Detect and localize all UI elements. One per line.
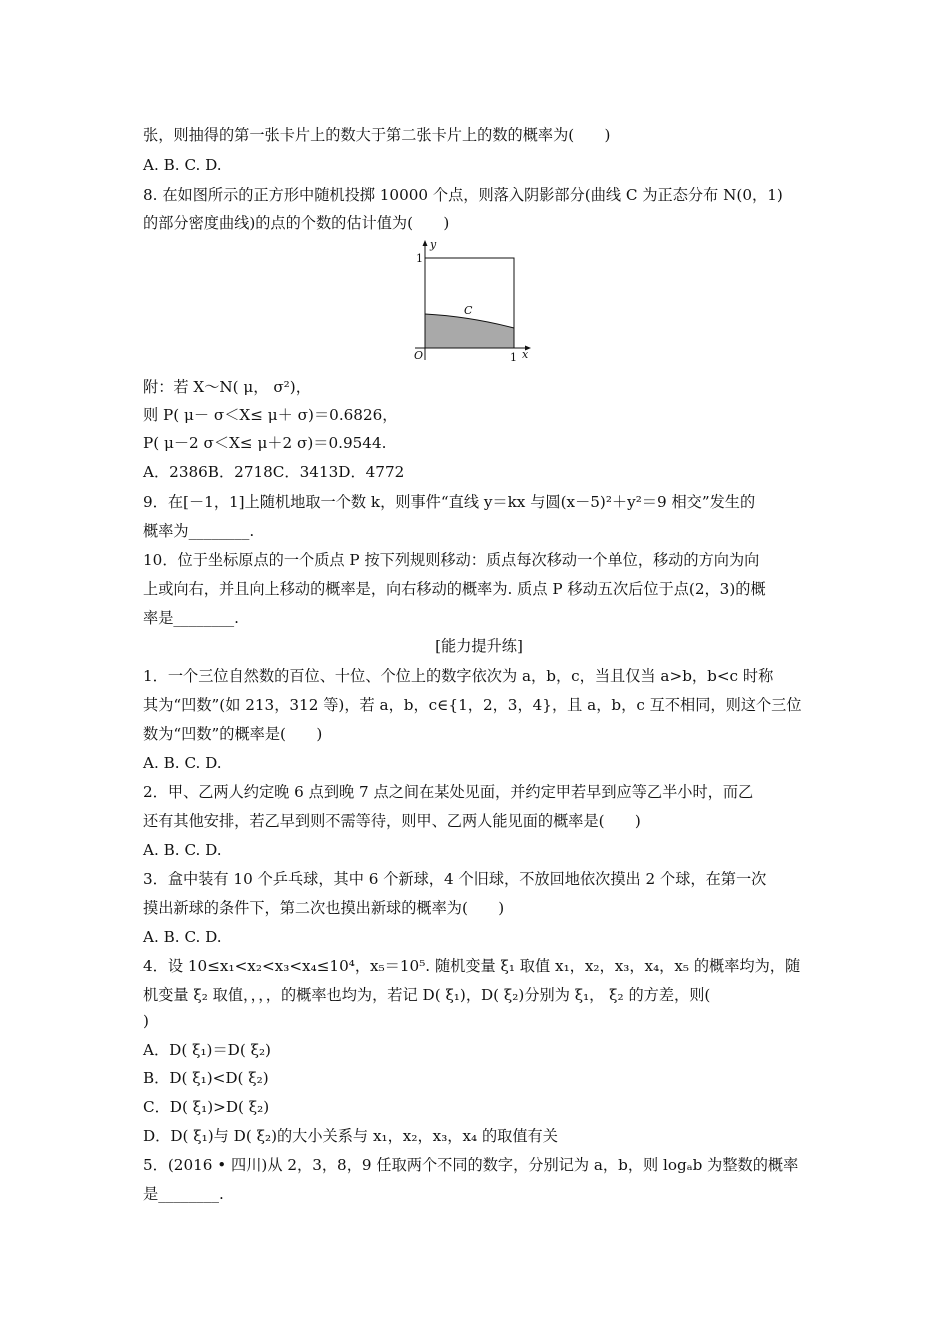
text-line-p4-1: 4．设 10≤x₁<x₂<x₃<x₄≤10⁴，x₅＝10⁵. 随机变量 ξ₁ 取值 x₁，x₂，x₃，x₄，x₅ 的概率均为，随: [143, 957, 801, 975]
text-line-p5-1: 5．(2016 • 四川)从 2，3，8，9 任取两个不同的数字，分别记为 a，b，则 logₐb 为整数的概率: [143, 1156, 799, 1174]
text-line-p1-1: 1．一个三位自然数的百位、十位、个位上的数字依次为 a，b，c，当且仅当 a>b，b<c 时称: [143, 667, 774, 685]
text-line-p4-option-c: C．D( ξ₁)>D( ξ₂): [143, 1098, 270, 1116]
origin-label: O: [414, 349, 424, 362]
x-axis-label: x: [522, 348, 529, 361]
text-line-q8-1: 8. 在如图所示的正方形中随机投掷 10000 个点，则落入阴影部分(曲线 C 为正态分布 N(0，1): [143, 186, 783, 204]
text-line-p2-options: A. B. C. D.: [143, 841, 222, 859]
text-line-q9-1: 9．在[－1，1]上随机地取一个数 k，则事件“直线 y＝kx 与圆(x－5)²＋y²＝9 相交”发生的: [143, 493, 756, 511]
text-line-p2-2: 还有其他安排，若乙早到则不需等待，则甲、乙两人能见面的概率是( ): [143, 812, 641, 830]
curve-label: C: [464, 304, 473, 317]
text-line-p3-options: A. B. C. D.: [143, 928, 222, 946]
text-line-q7-end: 张，则抽得的第一张卡片上的数大于第二张卡片上的数的概率为( ): [143, 126, 611, 144]
text-line-p2-1: 2．甲、乙两人约定晚 6 点到晚 7 点之间在某处见面，并约定甲若早到应等乙半小时，而乙: [143, 783, 754, 801]
text-line-q8-2: 的部分密度曲线)的点的个数的估计值为( ): [143, 214, 450, 232]
text-line-p4-3: ): [143, 1012, 149, 1030]
text-line-p5-2: 是________.: [143, 1185, 224, 1203]
normal-curve-figure: [401, 238, 533, 362]
y-axis-arrow: [423, 240, 428, 246]
y-axis-label: y: [430, 238, 437, 251]
text-line-p3-2: 摸出新球的条件下，第二次也摸出新球的概率为( ): [143, 899, 505, 917]
text-line-formula-2: P( μ－2 σ＜X≤ μ＋2 σ)＝0.9544.: [143, 434, 387, 452]
text-line-q9-2: 概率为________.: [143, 522, 255, 540]
text-line-formula-1: 则 P( μ－ σ＜X≤ μ＋ σ)＝0.6826，: [143, 406, 398, 424]
text-line-q10-3: 率是________.: [143, 609, 239, 627]
text-line-p1-2: 其为“凹数”(如 213，312 等)，若 a，b，c∈{1，2，3，4}，且 a，b，c 互不相同，则这个三位: [143, 696, 802, 714]
text-line-p1-3: 数为“凹数”的概率是( ): [143, 725, 323, 743]
text-line-q10-2: 上或向右，并且向上移动的概率是，向右移动的概率为. 质点 P 移动五次后位于点(2，3)的概: [143, 580, 766, 598]
text-line-q10-1: 10．位于坐标原点的一个质点 P 按下列规则移动：质点每次移动一个单位，移动的方向为向: [143, 551, 760, 569]
text-line-p4-2: 机变量 ξ₂ 取值，，，，的概率也均为，若记 D( ξ₁)，D( ξ₂)分别为 ξ₁， ξ₂ 的方差，则(: [143, 986, 711, 1004]
text-line-q8-options: A．2386B．2718C．3413D．4772: [143, 463, 405, 481]
figure-svg: [401, 238, 533, 362]
x-tick-label: 1: [510, 351, 517, 362]
y-tick-label: 1: [416, 252, 423, 265]
section-heading: [能力提升练]: [435, 637, 523, 655]
text-line-p1-options: A. B. C. D.: [143, 754, 222, 772]
text-line-p4-option-a: A．D( ξ₁)＝D( ξ₂): [143, 1041, 271, 1059]
text-line-q7-options: A. B. C. D.: [143, 156, 222, 174]
text-line-note: 附：若 X～N( μ， σ²)，: [143, 378, 311, 396]
text-line-p4-option-d: D．D( ξ₁)与 D( ξ₂)的大小关系与 x₁，x₂，x₃，x₄ 的取值有关: [143, 1127, 558, 1145]
text-line-p3-1: 3．盒中装有 10 个乒乓球，其中 6 个新球，4 个旧球，不放回地依次摸出 2 个球，在第一次: [143, 870, 767, 888]
text-line-p4-option-b: B．D( ξ₁)<D( ξ₂): [143, 1069, 269, 1087]
